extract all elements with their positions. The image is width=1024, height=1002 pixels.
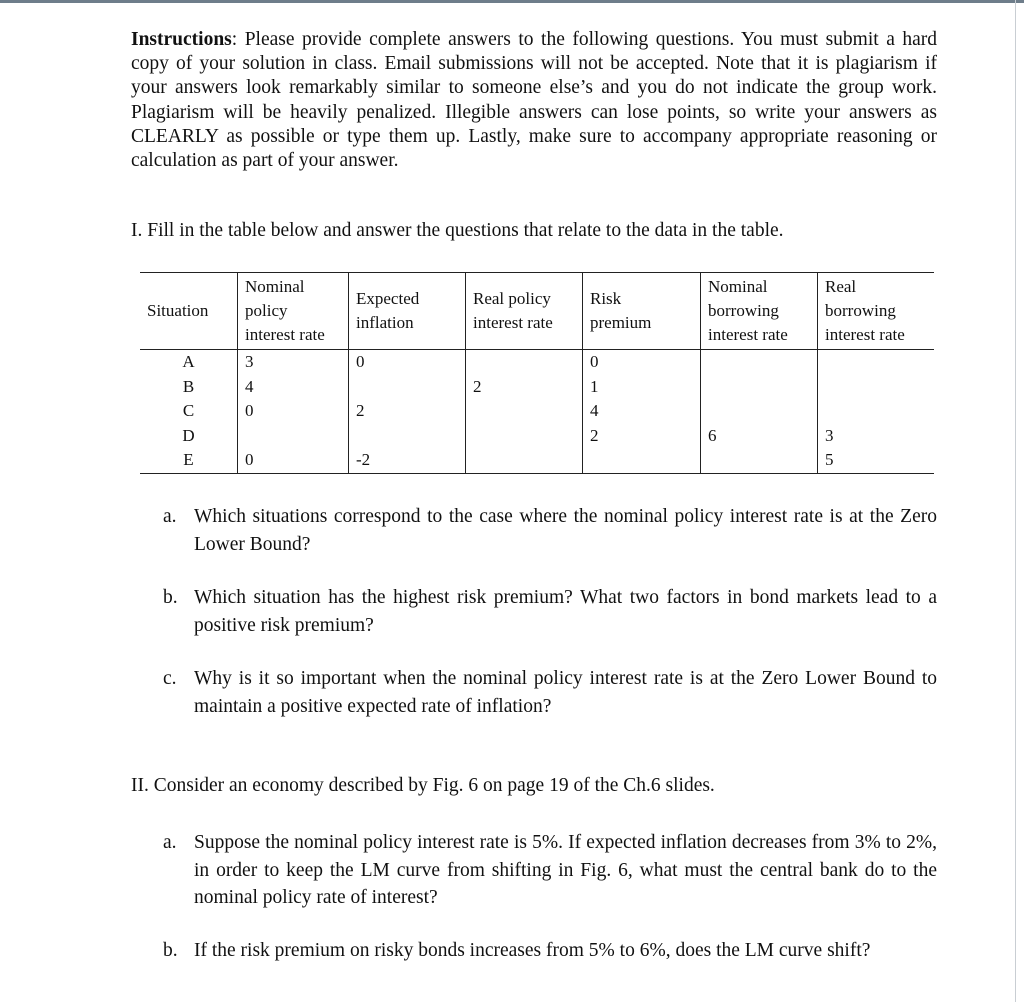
- table-row: [140, 448, 934, 473]
- cell-expected-inflation: [349, 424, 466, 449]
- header-nominal-policy: Nominal policy interest rate: [238, 273, 349, 350]
- cell-real-borrowing: 5: [818, 448, 935, 473]
- header-real-policy: Real policy interest rate: [466, 273, 583, 350]
- cell-situation: D: [140, 424, 238, 449]
- question-2a: [163, 829, 937, 912]
- cell-risk-premium: 0: [583, 350, 701, 375]
- cell-nominal-policy: 3: [238, 350, 349, 375]
- cell-nominal-borrowing: 6: [701, 424, 818, 449]
- header-real-borrowing: Real borrowing interest rate: [818, 273, 935, 350]
- table-row: [140, 399, 934, 424]
- question-1a: [163, 503, 937, 558]
- question-2b: [163, 937, 937, 965]
- document-page: [131, 28, 937, 961]
- question-letter: b.: [163, 940, 178, 961]
- question-1c: [163, 665, 937, 720]
- header-situation: Situation: [140, 273, 238, 350]
- section-1-title: I. Fill in the table below and answer the questions that relate to the data in the table.: [131, 220, 784, 241]
- cell-nominal-borrowing: [701, 375, 818, 400]
- interest-rate-table: [140, 272, 934, 474]
- question-letter: a.: [163, 832, 177, 853]
- question-letter: b.: [163, 587, 178, 608]
- cell-risk-premium: 2: [583, 424, 701, 449]
- cell-nominal-policy: 4: [238, 375, 349, 400]
- cell-nominal-policy: 0: [238, 399, 349, 424]
- cell-real-policy: 2: [466, 375, 583, 400]
- cell-real-policy: [466, 399, 583, 424]
- cell-real-borrowing: [818, 399, 935, 424]
- instructions-paragraph: [131, 28, 937, 173]
- table-row: [140, 350, 934, 375]
- question-text: Why is it so important when the nominal policy interest rate is at the Zero Lower Bound to maintain a positive expected rate of inflation?: [194, 668, 937, 717]
- instructions-label: Instructions: [131, 29, 232, 50]
- table-header-row: [140, 273, 934, 350]
- cell-nominal-borrowing: [701, 350, 818, 375]
- cell-expected-inflation: 0: [349, 350, 466, 375]
- cell-real-policy: [466, 448, 583, 473]
- cell-nominal-policy: 0: [238, 448, 349, 473]
- cell-situation: B: [140, 375, 238, 400]
- cell-situation: E: [140, 448, 238, 473]
- cell-real-borrowing: [818, 375, 935, 400]
- question-letter: a.: [163, 506, 177, 527]
- header-nominal-borrowing: Nominal borrowing interest rate: [701, 273, 818, 350]
- cell-real-policy: [466, 424, 583, 449]
- window-top-border: [0, 0, 1024, 3]
- question-1b: [163, 584, 937, 639]
- table-row: [140, 375, 934, 400]
- section-2-title: II. Consider an economy described by Fig. 6 on page 19 of the Ch.6 slides.: [131, 775, 715, 796]
- cell-risk-premium: [583, 448, 701, 473]
- cell-expected-inflation: -2: [349, 448, 466, 473]
- cell-situation: C: [140, 399, 238, 424]
- question-letter: c.: [163, 668, 177, 689]
- page-right-edge: [1015, 0, 1016, 1002]
- cell-real-borrowing: 3: [818, 424, 935, 449]
- table-row: [140, 424, 934, 449]
- cell-nominal-borrowing: [701, 448, 818, 473]
- question-text: If the risk premium on risky bonds increases from 5% to 6%, does the LM curve shift?: [194, 940, 871, 961]
- cell-nominal-borrowing: [701, 399, 818, 424]
- instructions-text: : Please provide complete answers to the following questions. You must submit a hard copy of your solution in class. Email submissions will not be accepted. Note that it is plagiarism if your answers look remarkably similar to someone else’s and you do not indicate the group work. Plagiarism will be heavily penalized. Illegible answers can lose points, so write your answers as CLEARLY as possible or type them up. Lastly, make sure to accompany appropriate reasoning or calculation as part of your answer.: [131, 29, 937, 172]
- cell-nominal-policy: [238, 424, 349, 449]
- cell-risk-premium: 1: [583, 375, 701, 400]
- header-expected-inflation: Expected inflation: [349, 273, 466, 350]
- question-text: Which situations correspond to the case where the nominal policy interest rate is at the Zero Lower Bound?: [194, 506, 937, 555]
- cell-real-policy: [466, 350, 583, 375]
- question-text: Suppose the nominal policy interest rate is 5%. If expected inflation decreases from 3% to 2%, in order to keep the LM curve from shifting in Fig. 6, what must the central bank do to the nominal policy rate of interest?: [194, 832, 937, 908]
- cell-expected-inflation: [349, 375, 466, 400]
- cell-expected-inflation: 2: [349, 399, 466, 424]
- question-text: Which situation has the highest risk premium? What two factors in bond markets lead to a positive risk premium?: [194, 587, 937, 636]
- header-risk-premium: Risk premium: [583, 273, 701, 350]
- cell-situation: A: [140, 350, 238, 375]
- cell-real-borrowing: [818, 350, 935, 375]
- cell-risk-premium: 4: [583, 399, 701, 424]
